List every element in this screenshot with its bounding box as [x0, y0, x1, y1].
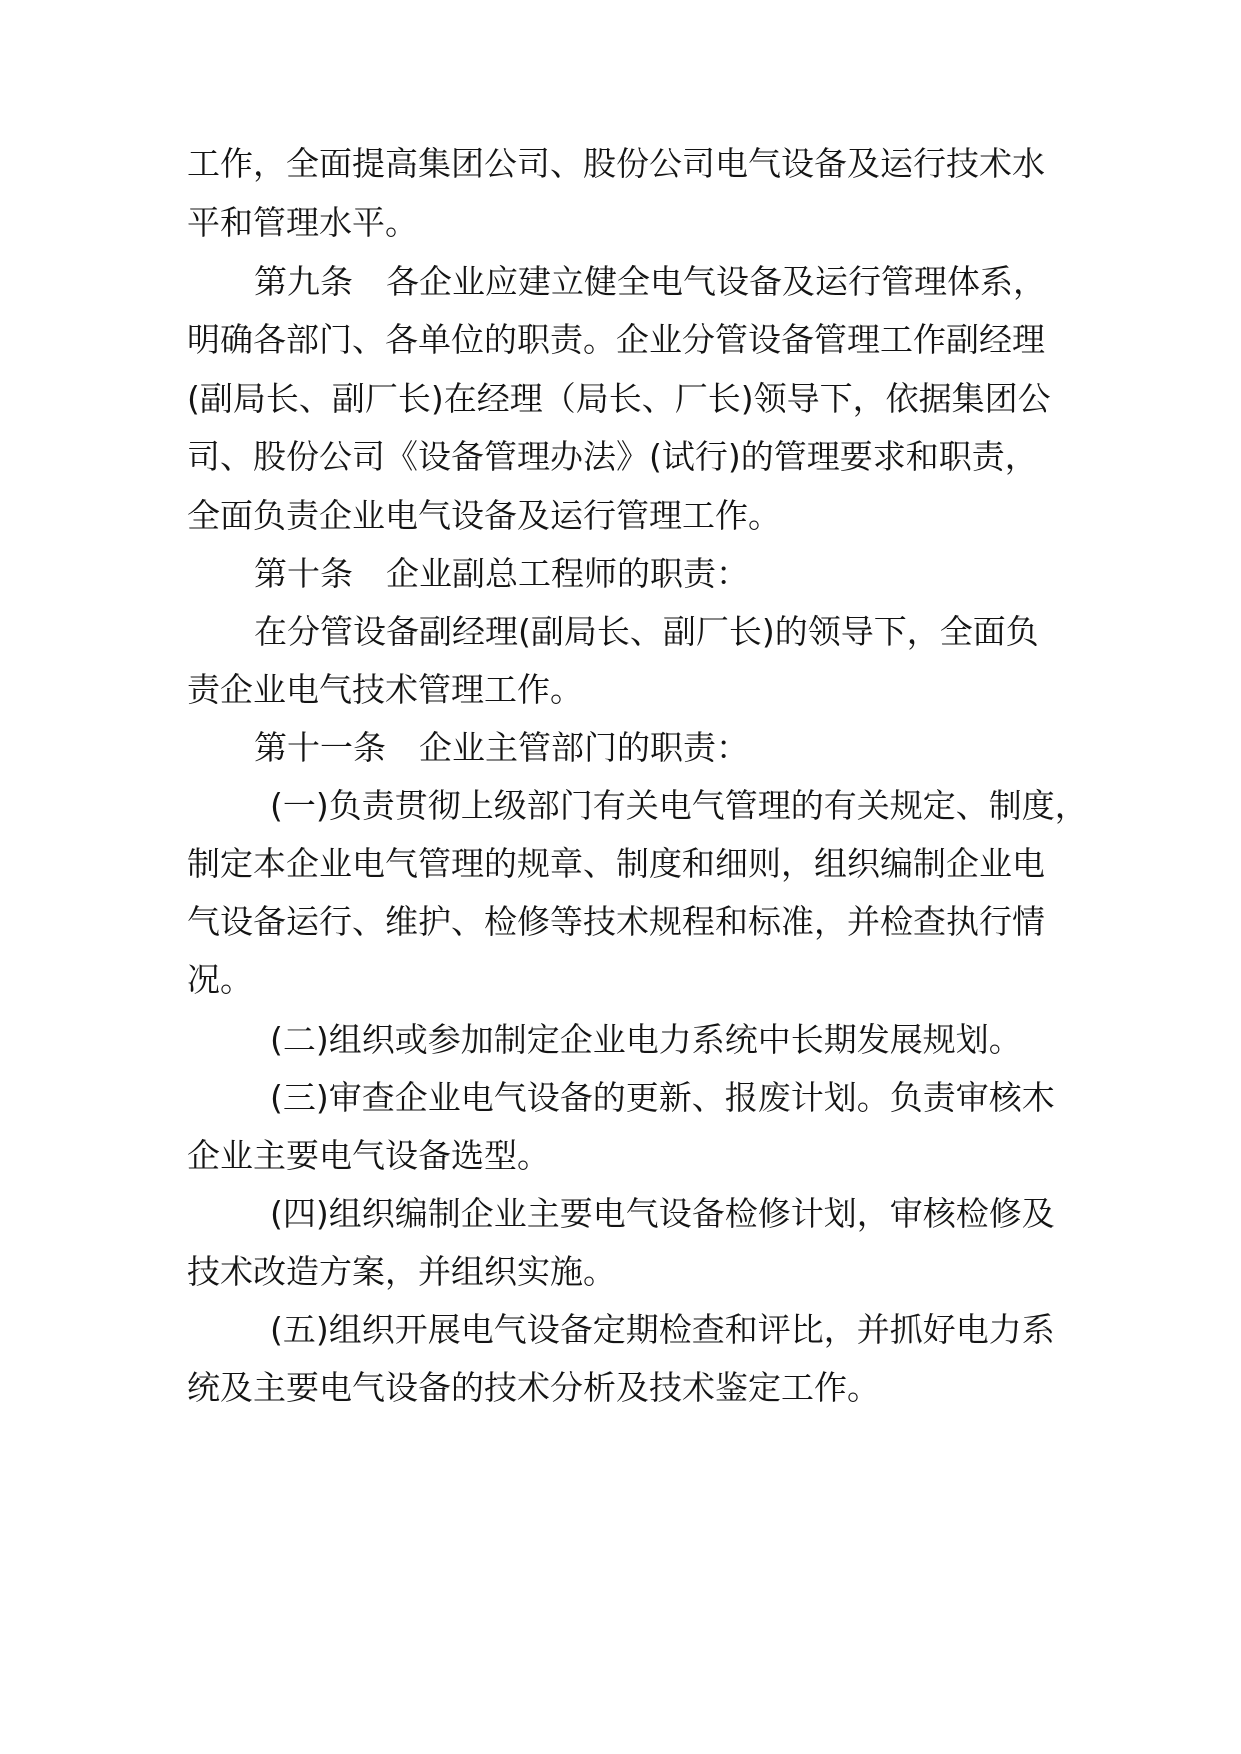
text-line: 司、股份公司《设备管理办法》(试行)的管理要求和职责，	[187, 437, 1038, 476]
list-item-3: (三)审查企业电气设备的更新、报废计划。负责审核木	[270, 1078, 1055, 1117]
text-line: 在分管设备副经理(副局长、副厂长)的领导下，全面负	[254, 612, 1039, 651]
list-item-2: (二)组织或参加制定企业电力系统中长期发展规划。	[270, 1020, 1022, 1059]
text-line: 技术改造方案，并组织实施。	[187, 1252, 616, 1291]
text-line: 况。	[187, 960, 253, 999]
text-line: 工作，全面提高集团公司、股份公司电气设备及运行技术水	[187, 144, 1045, 183]
text-line: 气设备运行、维护、检修等技术规程和标准，并检查执行情	[187, 902, 1045, 941]
list-item-4: (四)组织编制企业主要电气设备检修计划，审核检修及	[270, 1194, 1055, 1233]
article-9-heading: 第九条 各企业应建立健全电气设备及运行管理体系，	[254, 262, 1046, 301]
article-11-heading: 第十一条 企业主管部门的职责：	[254, 728, 749, 767]
text-line: 全面负责企业电气设备及运行管理工作。	[187, 496, 781, 535]
list-item-5: (五)组织开展电气设备定期检查和评比，并抓好电力系	[270, 1310, 1055, 1349]
text-line: 统及主要电气设备的技术分析及技术鉴定工作。	[187, 1368, 880, 1407]
text-line: 平和管理水平。	[187, 203, 418, 242]
text-line: (副局长、副厂长)在经理（局长、厂长)领导下，依据集团公	[187, 379, 1051, 418]
text-line: 企业主要电气设备选型。	[187, 1136, 550, 1175]
list-item-1: (一)负责贯彻上级部门有关电气管理的有关规定、制度，	[270, 786, 1088, 825]
text-line: 责企业电气技术管理工作。	[187, 670, 583, 709]
text-line: 制定本企业电气管理的规章、制度和细则，组织编制企业电	[187, 844, 1045, 883]
article-10-heading: 第十条 企业副总工程师的职责：	[254, 554, 749, 593]
text-line: 明确各部门、各单位的职责。企业分管设备管理工作副经理	[187, 320, 1045, 359]
